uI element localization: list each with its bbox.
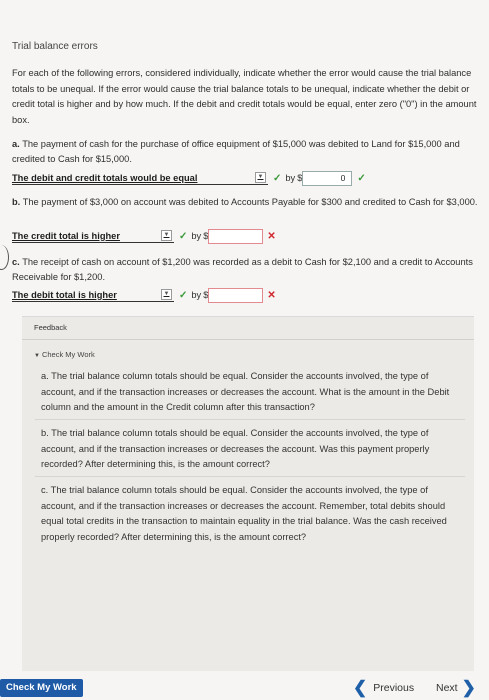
chevron-down-icon[interactable]: ▼ [255,172,266,183]
feedback-divider [35,476,465,477]
question-c-text: The receipt of cash on account of $1,200 was recorded as a debit to Cash for $2,100 and a credit to Accounts Receivable for $1,200. [12,257,473,282]
answer-c-selected: The debit total is higher [12,289,117,300]
feedback-divider [35,419,465,420]
feedback-item-a: a. The trial balance column totals should be equal. Consider the accounts involved, the type of account, and if the transaction increases or decreases the account. What is the amount in the Debit column and the amount in the Credit column after this transaction? [41,371,450,412]
cross-icon: ✕ [267,289,276,301]
dollar-sign: $ [203,290,209,300]
feedback-item-b: b. The trial balance column totals should be equal. Consider the accounts involved, the type of account, and if the transaction increases or decreases the account. Was this payment properly recorded? After determining this, is the amount correct? [41,428,430,469]
answer-a-selected: The debit and credit totals would be equal [12,172,198,183]
feedback-label: Feedback [34,323,67,332]
answer-a-select[interactable] [12,172,268,185]
previous-button[interactable] [353,676,414,700]
by-label: by [191,290,202,300]
chevron-down-icon[interactable]: ▼ [161,289,172,300]
answer-c-select[interactable] [12,289,174,302]
check-icon: ✓ [273,172,282,184]
question-b-text: The payment of $3,000 on account was debited to Accounts Payable for $300 and credited to Cash for $3,000. [22,197,478,207]
chevron-left-icon: ❮ [353,678,368,697]
answer-row-a [12,169,366,187]
answer-b-select[interactable] [12,230,174,243]
question-c [12,255,480,285]
previous-label: Previous [373,682,415,694]
check-icon: ✓ [357,172,366,184]
cross-icon: ✕ [267,230,276,242]
question-c-letter: c. [12,257,20,267]
question-a [12,137,480,167]
page-title: Trial balance errors [12,41,98,52]
chevron-down-icon[interactable]: ▼ [161,230,172,241]
question-b-letter: b. [12,197,21,207]
answer-row-b [12,227,276,245]
next-button[interactable] [436,676,476,700]
check-icon: ✓ [179,230,188,242]
question-b [12,195,480,210]
question-a-text: The payment of cash for the purchase of office equipment of $15,000 was debited to Land for $15,000 and credited to Cash for $15,000. [12,139,460,164]
chevron-right-icon: ❯ [461,678,476,697]
check-icon: ✓ [179,289,188,301]
feedback-item-c: c. The trial balance column totals should be equal. Consider the accounts involved, the type of account, and if the transaction increases or decreases the account. Remember, total debits should equal total credits in the transaction to maintain equality in the trial balance. Was the cash received properly recorded? After determining this, is the amount correct? [41,485,447,542]
dollar-sign: $ [203,231,209,241]
check-my-work-toggle[interactable] [34,350,95,359]
answer-c-amount-input[interactable] [208,288,263,303]
feedback-divider [22,339,474,340]
triangle-down-icon: ▼ [34,353,40,359]
dollar-sign: $ [297,173,303,183]
question-a-letter: a. [12,139,20,149]
by-label: by [285,173,296,183]
check-my-work-toggle-label: Check My Work [41,350,95,359]
instructions: For each of the following errors, considered individually, indicate whether the error would cause the trial balance totals to be unequal. If the error would cause the trial balance totals to be unequal, indicate whether the debit or credit total is higher and by how much. If the debit and credit totals would be equal, enter zero ("0") in the amount box. [12,68,477,125]
answer-a-amount-input[interactable]: 0 [302,171,352,186]
answer-b-amount-input[interactable] [208,229,263,244]
answer-row-c [12,286,276,304]
window-edge-mark [0,245,9,270]
next-label: Next [436,682,458,694]
check-my-work-button[interactable]: Check My Work [0,679,83,697]
by-label: by [191,231,202,241]
answer-b-selected: The credit total is higher [12,230,120,241]
